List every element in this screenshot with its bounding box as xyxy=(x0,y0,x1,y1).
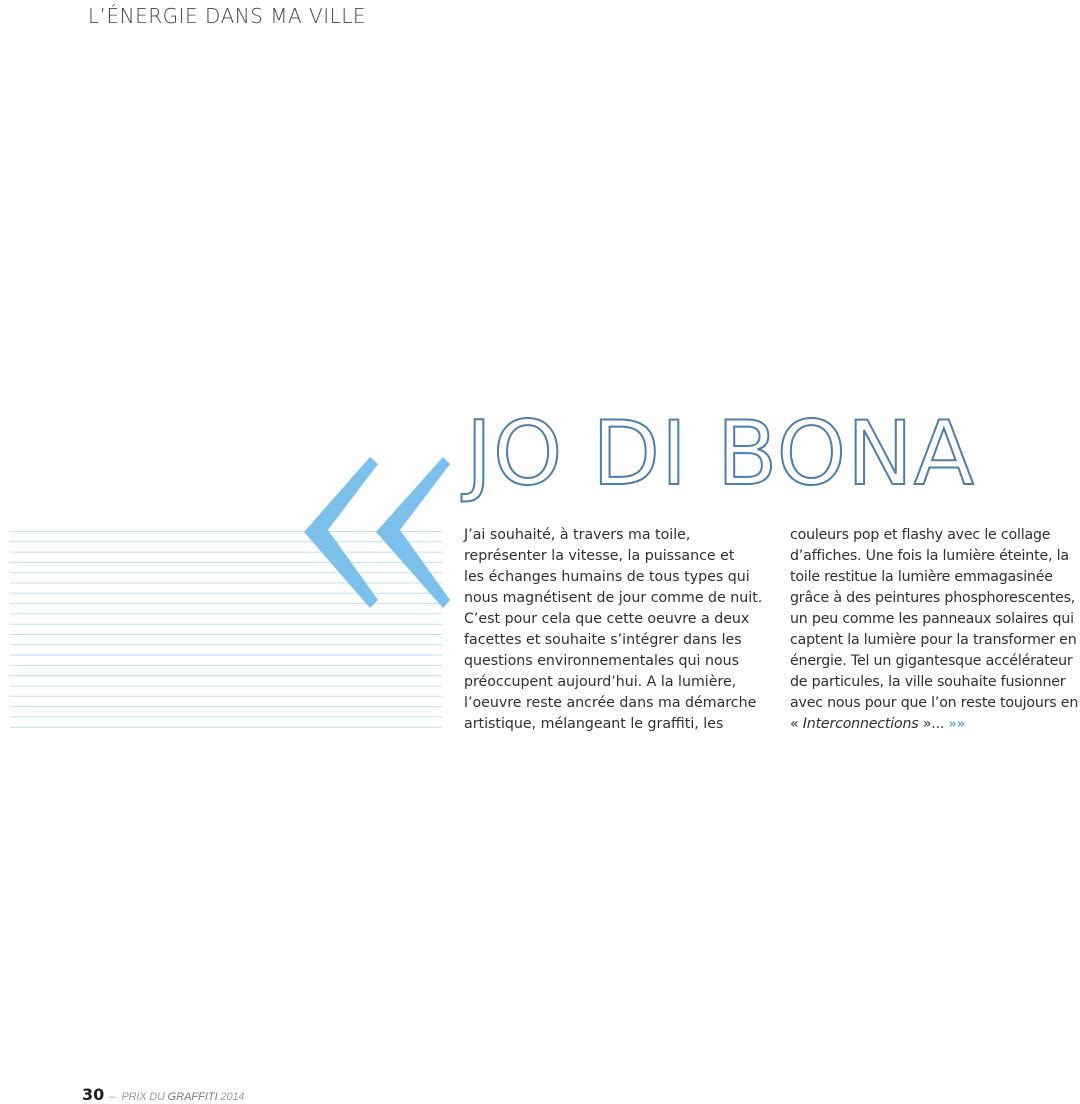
publication-prefix: PRIX DU xyxy=(121,1091,168,1103)
text-line: C’est pour cela que cette oeuvre a deux xyxy=(464,611,750,627)
open-quote: « xyxy=(790,716,803,732)
text-line: facettes et souhaite s’intégrer dans les xyxy=(464,632,742,648)
text-line: captent la lumière pour la transformer en xyxy=(790,632,1077,648)
text-line: nous magnétisent de jour comme de nuit. xyxy=(464,590,763,606)
text-line: énergie. Tel un gigantesque accélérateur xyxy=(790,653,1073,669)
text-line: les échanges humains de tous types qui xyxy=(464,569,750,585)
text-line: toile restitue la lumière emmagasinée xyxy=(790,569,1053,585)
publication-year: 2014 xyxy=(217,1091,245,1103)
text-line: artistique, mélangeant le graffiti, les xyxy=(464,716,724,732)
text-line: l’oeuvre reste ancrée dans ma démarche xyxy=(464,695,757,711)
publication-name: GRAFFITI xyxy=(167,1091,218,1103)
text-line: couleurs pop et flashy avec le collage xyxy=(790,527,1051,543)
closing-line xyxy=(790,714,1080,735)
section-header: L’ÉNERGIE DANS MA VILLE xyxy=(88,4,367,28)
continue-arrow-icon: »» xyxy=(948,717,965,732)
text-line: d’affiches. Une fois la lumière éteinte, la xyxy=(790,548,1069,564)
footer-dash: – xyxy=(109,1091,116,1103)
page-footer xyxy=(82,1085,244,1104)
artist-name-title: JO DI BONA xyxy=(466,402,975,505)
artwork-title: Interconnections xyxy=(802,716,919,732)
text-line: grâce à des peintures phosphorescentes, xyxy=(790,590,1076,606)
text-line: un peu comme les panneaux solaires qui xyxy=(790,611,1074,627)
text-line: préoccupent aujourd’hui. A la lumière, xyxy=(464,674,737,690)
text-line: questions environnementales qui nous xyxy=(464,653,740,669)
text-line: J’ai souhaité, à travers ma toile, xyxy=(464,527,691,543)
article-column-left xyxy=(464,525,768,735)
text-line: de particules, la ville souhaite fusionner xyxy=(790,674,1066,690)
close-quote: »... xyxy=(918,716,945,732)
opening-quote-icon xyxy=(300,452,455,612)
text-line: représenter la vitesse, la puissance et xyxy=(464,548,735,564)
article-column-right xyxy=(790,525,1080,735)
page-number: 30 xyxy=(82,1085,105,1104)
text-line: avec nous pour que l’on reste toujours en xyxy=(790,695,1079,711)
